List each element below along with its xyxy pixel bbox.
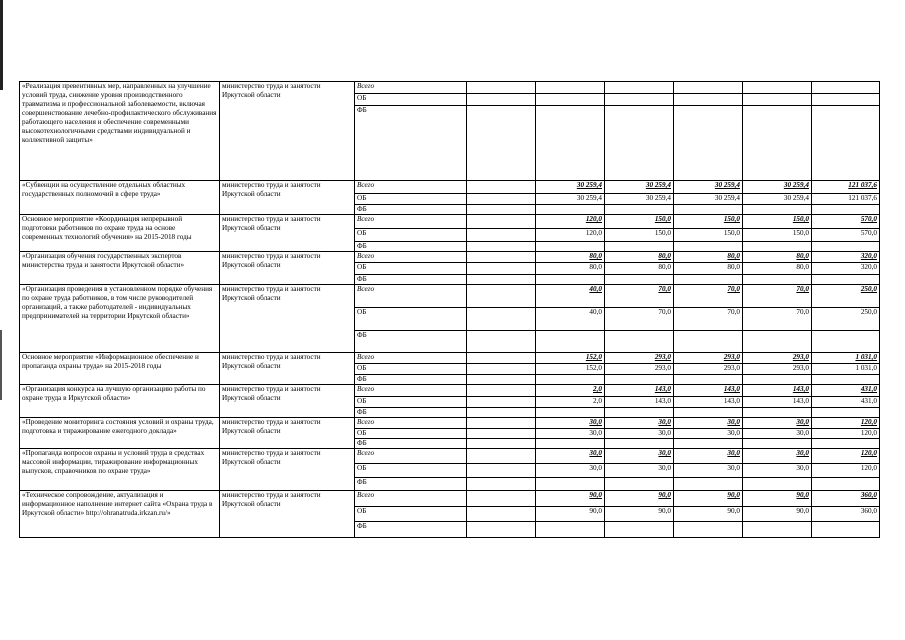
amount-cell: 30,0 xyxy=(743,429,812,439)
amount-cell xyxy=(743,106,812,181)
table-row xyxy=(20,252,880,263)
table-body xyxy=(20,82,880,538)
amount-cell xyxy=(812,242,880,252)
amount-cell xyxy=(536,242,605,252)
amount-cell: 30 259,4 xyxy=(743,181,812,194)
measure-name-cell: «Организация обучения государственных экспертов министерства труда и занятости Иркутской области» xyxy=(20,252,220,285)
amount-cell xyxy=(536,205,605,215)
amount-cell: 2,0 xyxy=(536,397,605,408)
table-row xyxy=(20,449,880,464)
amount-cell: 80,0 xyxy=(605,263,674,275)
amount-cell: 1 031,0 xyxy=(812,353,880,364)
amount-cell: 70,0 xyxy=(674,285,743,308)
measure-name-cell: «Реализация превентивных мер, направленных на улучшение условий труда, снижение уровня производственного травматизма и профессиональной заболеваемости, включая совершенствование лечебно-профилактического обслуживания работающего населения и обеспечение современными высокотехнологичными средствами индивидуальной и коллективной защиты» xyxy=(20,82,220,181)
amount-cell xyxy=(605,331,674,353)
amount-cell xyxy=(812,331,880,353)
amount-cell xyxy=(674,275,743,285)
amount-cell: 90,0 xyxy=(605,507,674,522)
funding-source-cell: ОБ xyxy=(355,464,467,478)
amount-cell xyxy=(743,439,812,449)
amount-cell: 120,0 xyxy=(812,418,880,429)
funding-source-cell: Всего xyxy=(355,252,467,263)
executor-cell: министерство труда и занятости Иркутской области xyxy=(220,215,355,252)
amount-cell xyxy=(812,439,880,449)
amount-cell xyxy=(467,439,536,449)
budget-table xyxy=(19,81,880,538)
measure-name-cell: «Организация конкурса на лучшую организацию работы по охране труда в Иркутской области» xyxy=(20,385,220,418)
amount-cell: 30,0 xyxy=(605,464,674,478)
amount-cell: 250,0 xyxy=(812,308,880,331)
funding-source-cell: ОБ xyxy=(355,263,467,275)
amount-cell xyxy=(743,331,812,353)
funding-source-cell: ФБ xyxy=(355,331,467,353)
amount-cell: 570,0 xyxy=(812,229,880,242)
amount-cell xyxy=(467,429,536,439)
amount-cell xyxy=(467,215,536,229)
amount-cell: 90,0 xyxy=(674,507,743,522)
measure-name-cell: Основное мероприятие «Координация непрерывной подготовки работников по охране труда на основе современных технологий обучения» на 2015-2018 годы xyxy=(20,215,220,252)
executor-cell: министерство труда и занятости Иркутской области xyxy=(220,491,355,538)
amount-cell: 293,0 xyxy=(605,353,674,364)
amount-cell: 30,0 xyxy=(605,418,674,429)
amount-cell: 120,0 xyxy=(812,429,880,439)
amount-cell: 152,0 xyxy=(536,364,605,375)
amount-cell xyxy=(812,205,880,215)
amount-cell: 90,0 xyxy=(536,491,605,507)
amount-cell: 30,0 xyxy=(605,429,674,439)
amount-cell xyxy=(812,522,880,538)
executor-cell: министерство труда и занятости Иркутской области xyxy=(220,181,355,215)
funding-source-cell: ФБ xyxy=(355,439,467,449)
amount-cell xyxy=(467,331,536,353)
amount-cell: 80,0 xyxy=(743,252,812,263)
amount-cell: 293,0 xyxy=(743,353,812,364)
executor-cell: министерство труда и занятости Иркутской области xyxy=(220,252,355,285)
amount-cell: 570,0 xyxy=(812,215,880,229)
table-row xyxy=(20,491,880,507)
amount-cell xyxy=(467,82,536,94)
measure-name-cell: «Организация проведения в установленном порядке обучения по охране труда работников, в том числе руководителей организаций, а также работодателей - индивидуальных предпринимателей на территории Иркутской области» xyxy=(20,285,220,353)
amount-cell xyxy=(467,397,536,408)
amount-cell: 360,0 xyxy=(812,491,880,507)
amount-cell xyxy=(743,478,812,491)
amount-cell: 30,0 xyxy=(674,449,743,464)
amount-cell: 80,0 xyxy=(605,252,674,263)
amount-cell: 30 259,4 xyxy=(605,181,674,194)
amount-cell xyxy=(467,181,536,194)
amount-cell xyxy=(743,82,812,94)
amount-cell: 70,0 xyxy=(743,308,812,331)
funding-source-cell: Всего xyxy=(355,285,467,308)
amount-cell xyxy=(812,82,880,94)
measure-name-cell: «Пропаганда вопросов охраны и условий труда в средствах массовой информации, тиражирование информационных выпусков, справочников по охране труда» xyxy=(20,449,220,491)
amount-cell: 80,0 xyxy=(743,263,812,275)
amount-cell xyxy=(467,418,536,429)
amount-cell: 143,0 xyxy=(743,397,812,408)
funding-source-cell: ОБ xyxy=(355,194,467,205)
funding-source-cell: ОБ xyxy=(355,229,467,242)
amount-cell xyxy=(674,375,743,385)
amount-cell xyxy=(674,106,743,181)
amount-cell xyxy=(812,106,880,181)
executor-cell: министерство труда и занятости Иркутской области xyxy=(220,449,355,491)
amount-cell: 293,0 xyxy=(674,364,743,375)
funding-source-cell: ФБ xyxy=(355,408,467,418)
amount-cell xyxy=(605,375,674,385)
amount-cell: 143,0 xyxy=(674,397,743,408)
amount-cell: 80,0 xyxy=(536,252,605,263)
amount-cell: 30 259,4 xyxy=(605,194,674,205)
amount-cell xyxy=(536,275,605,285)
executor-cell: министерство труда и занятости Иркутской области xyxy=(220,285,355,353)
amount-cell xyxy=(743,522,812,538)
funding-source-cell: Всего xyxy=(355,491,467,507)
funding-source-cell: ФБ xyxy=(355,106,467,181)
amount-cell: 30,0 xyxy=(536,429,605,439)
funding-source-cell: ОБ xyxy=(355,94,467,106)
amount-cell: 431,0 xyxy=(812,385,880,397)
amount-cell: 40,0 xyxy=(536,285,605,308)
amount-cell xyxy=(605,478,674,491)
amount-cell xyxy=(467,194,536,205)
amount-cell xyxy=(467,491,536,507)
amount-cell: 150,0 xyxy=(605,229,674,242)
amount-cell xyxy=(812,478,880,491)
funding-source-cell: Всего xyxy=(355,215,467,229)
measure-name-cell: «Техническое сопровождение, актуализация и информационное наполнение интернет сайта «Охрана труда в Иркутской области» http://ohranatruda.irkzan.ru/» xyxy=(20,491,220,538)
table-row xyxy=(20,285,880,308)
amount-cell xyxy=(536,331,605,353)
amount-cell: 293,0 xyxy=(605,364,674,375)
funding-source-cell: Всего xyxy=(355,385,467,397)
amount-cell xyxy=(674,94,743,106)
amount-cell: 30 259,4 xyxy=(674,181,743,194)
executor-cell: министерство труда и занятости Иркутской области xyxy=(220,418,355,449)
amount-cell: 143,0 xyxy=(743,385,812,397)
amount-cell: 30,0 xyxy=(743,464,812,478)
amount-cell: 80,0 xyxy=(536,263,605,275)
amount-cell xyxy=(605,408,674,418)
amount-cell xyxy=(812,275,880,285)
amount-cell xyxy=(674,82,743,94)
amount-cell xyxy=(812,375,880,385)
amount-cell xyxy=(674,408,743,418)
funding-source-cell: ФБ xyxy=(355,478,467,491)
amount-cell xyxy=(467,375,536,385)
amount-cell: 30,0 xyxy=(674,464,743,478)
amount-cell: 143,0 xyxy=(605,385,674,397)
amount-cell: 90,0 xyxy=(674,491,743,507)
funding-source-cell: ФБ xyxy=(355,522,467,538)
funding-source-cell: ФБ xyxy=(355,275,467,285)
amount-cell: 152,0 xyxy=(536,353,605,364)
amount-cell: 150,0 xyxy=(674,229,743,242)
amount-cell: 30 259,4 xyxy=(536,181,605,194)
amount-cell: 30,0 xyxy=(536,464,605,478)
amount-cell xyxy=(674,331,743,353)
amount-cell xyxy=(467,242,536,252)
amount-cell: 70,0 xyxy=(605,308,674,331)
amount-cell xyxy=(467,522,536,538)
amount-cell xyxy=(674,242,743,252)
amount-cell: 320,0 xyxy=(812,252,880,263)
amount-cell xyxy=(536,82,605,94)
funding-source-cell: Всего xyxy=(355,353,467,364)
amount-cell xyxy=(605,94,674,106)
amount-cell: 30,0 xyxy=(605,449,674,464)
table-row xyxy=(20,181,880,194)
amount-cell: 80,0 xyxy=(674,252,743,263)
executor-cell: министерство труда и занятости Иркутской области xyxy=(220,385,355,418)
amount-cell: 30 259,4 xyxy=(743,194,812,205)
funding-source-cell: Всего xyxy=(355,449,467,464)
amount-cell xyxy=(467,106,536,181)
amount-cell: 120,0 xyxy=(536,229,605,242)
amount-cell xyxy=(467,275,536,285)
amount-cell: 150,0 xyxy=(605,215,674,229)
funding-source-cell: ФБ xyxy=(355,205,467,215)
table-row xyxy=(20,215,880,229)
amount-cell xyxy=(605,439,674,449)
amount-cell xyxy=(467,353,536,364)
amount-cell xyxy=(467,449,536,464)
funding-source-cell: ОБ xyxy=(355,507,467,522)
amount-cell xyxy=(536,439,605,449)
amount-cell xyxy=(605,522,674,538)
amount-cell: 320,0 xyxy=(812,263,880,275)
amount-cell xyxy=(743,275,812,285)
amount-cell xyxy=(467,205,536,215)
amount-cell xyxy=(674,439,743,449)
amount-cell xyxy=(467,464,536,478)
scan-edge-mark xyxy=(0,330,2,400)
amount-cell xyxy=(812,94,880,106)
amount-cell: 90,0 xyxy=(743,507,812,522)
funding-source-cell: ОБ xyxy=(355,397,467,408)
amount-cell: 30,0 xyxy=(743,418,812,429)
amount-cell xyxy=(536,478,605,491)
amount-cell xyxy=(605,82,674,94)
amount-cell xyxy=(467,385,536,397)
amount-cell: 360,0 xyxy=(812,507,880,522)
amount-cell: 143,0 xyxy=(605,397,674,408)
amount-cell xyxy=(536,375,605,385)
amount-cell xyxy=(536,106,605,181)
amount-cell: 30,0 xyxy=(536,449,605,464)
measure-name-cell: «Проведение мониторинга состояния условий и охраны труда, подготовка и тиражирование ежегодного доклада» xyxy=(20,418,220,449)
amount-cell xyxy=(467,285,536,308)
amount-cell: 121 037,6 xyxy=(812,194,880,205)
funding-source-cell: Всего xyxy=(355,82,467,94)
amount-cell xyxy=(467,507,536,522)
amount-cell: 431,0 xyxy=(812,397,880,408)
amount-cell xyxy=(743,242,812,252)
table-row xyxy=(20,82,880,94)
amount-cell: 30,0 xyxy=(743,449,812,464)
executor-cell: министерство труда и занятости Иркутской области xyxy=(220,82,355,181)
amount-cell: 250,0 xyxy=(812,285,880,308)
amount-cell xyxy=(674,522,743,538)
amount-cell: 293,0 xyxy=(674,353,743,364)
amount-cell xyxy=(812,408,880,418)
amount-cell xyxy=(467,408,536,418)
funding-source-cell: Всего xyxy=(355,181,467,194)
funding-source-cell: Всего xyxy=(355,418,467,429)
amount-cell xyxy=(743,94,812,106)
amount-cell xyxy=(536,94,605,106)
amount-cell: 40,0 xyxy=(536,308,605,331)
funding-source-cell: ОБ xyxy=(355,308,467,331)
amount-cell: 90,0 xyxy=(605,491,674,507)
amount-cell: 30,0 xyxy=(536,418,605,429)
amount-cell: 70,0 xyxy=(674,308,743,331)
measure-name-cell: Основное мероприятие «Информационное обеспечение и пропаганда охраны труда» на 2015-2018 годы xyxy=(20,353,220,385)
table-row xyxy=(20,418,880,429)
amount-cell xyxy=(743,408,812,418)
amount-cell xyxy=(467,229,536,242)
amount-cell xyxy=(536,408,605,418)
amount-cell: 30,0 xyxy=(674,429,743,439)
amount-cell xyxy=(605,275,674,285)
amount-cell: 121 037,6 xyxy=(812,181,880,194)
amount-cell: 150,0 xyxy=(674,215,743,229)
measure-name-cell: «Субвенции на осуществление отдельных областных государственных полномочий в сфере труда» xyxy=(20,181,220,215)
amount-cell: 120,0 xyxy=(812,464,880,478)
amount-cell xyxy=(743,205,812,215)
funding-source-cell: ФБ xyxy=(355,242,467,252)
executor-cell: министерство труда и занятости Иркутской области xyxy=(220,353,355,385)
amount-cell: 150,0 xyxy=(743,215,812,229)
amount-cell: 90,0 xyxy=(536,507,605,522)
amount-cell xyxy=(467,252,536,263)
scan-edge-mark xyxy=(0,0,3,90)
amount-cell: 30 259,4 xyxy=(674,194,743,205)
amount-cell xyxy=(743,375,812,385)
amount-cell: 70,0 xyxy=(743,285,812,308)
amount-cell xyxy=(605,205,674,215)
amount-cell xyxy=(467,308,536,331)
amount-cell: 80,0 xyxy=(674,263,743,275)
amount-cell xyxy=(467,94,536,106)
amount-cell: 30 259,4 xyxy=(536,194,605,205)
amount-cell xyxy=(605,106,674,181)
amount-cell xyxy=(536,522,605,538)
table-row xyxy=(20,385,880,397)
amount-cell: 70,0 xyxy=(605,285,674,308)
amount-cell: 30,0 xyxy=(674,418,743,429)
table-row xyxy=(20,353,880,364)
amount-cell: 120,0 xyxy=(536,215,605,229)
amount-cell xyxy=(467,263,536,275)
amount-cell: 143,0 xyxy=(674,385,743,397)
amount-cell xyxy=(467,364,536,375)
funding-source-cell: ОБ xyxy=(355,429,467,439)
amount-cell xyxy=(674,478,743,491)
amount-cell: 2,0 xyxy=(536,385,605,397)
amount-cell: 120,0 xyxy=(812,449,880,464)
amount-cell xyxy=(467,478,536,491)
amount-cell xyxy=(674,205,743,215)
amount-cell: 1 031,0 xyxy=(812,364,880,375)
funding-source-cell: ФБ xyxy=(355,375,467,385)
amount-cell: 293,0 xyxy=(743,364,812,375)
amount-cell: 90,0 xyxy=(743,491,812,507)
amount-cell: 150,0 xyxy=(743,229,812,242)
funding-source-cell: ОБ xyxy=(355,364,467,375)
amount-cell xyxy=(605,242,674,252)
